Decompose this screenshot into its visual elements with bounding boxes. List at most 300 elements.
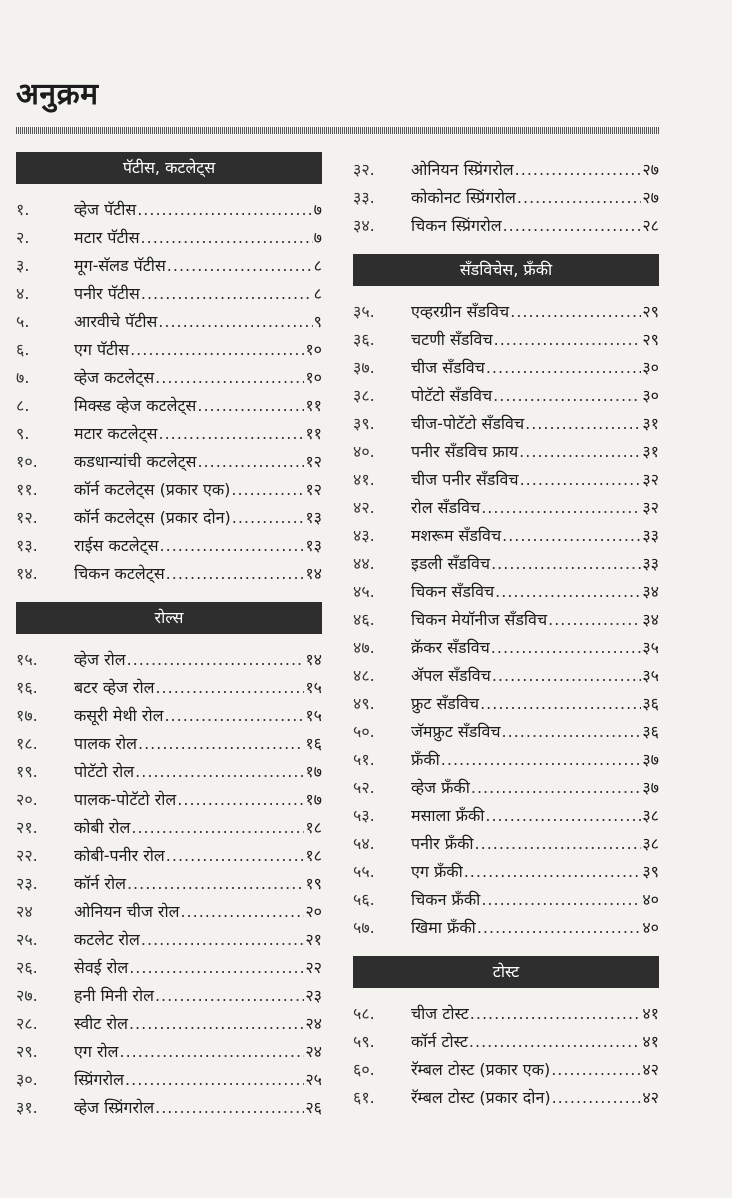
dot-leader — [141, 224, 313, 252]
entry-title: चिकन कटलेट्स — [74, 564, 165, 583]
entry-page-number: २१ — [305, 930, 322, 949]
dot-leader — [137, 196, 312, 224]
dot-leader — [159, 420, 305, 448]
entry-number: ६०. — [353, 1060, 375, 1079]
entry-title: एग फ्रँकी — [411, 862, 463, 881]
entry-title: चीज सँडविच — [411, 358, 485, 377]
toc-entry — [16, 336, 322, 364]
entry-title: चिकन सँडविच — [411, 582, 495, 601]
toc-entry — [16, 1066, 322, 1094]
entry-page-number: ११ — [305, 424, 322, 443]
toc-entry — [16, 926, 322, 954]
toc-entry — [353, 1028, 659, 1056]
toc-entry — [353, 298, 659, 326]
entry-number: ३३. — [353, 188, 375, 207]
section-header: सँडविचेस, फ्रँकी — [353, 254, 659, 286]
toc-entry — [16, 308, 322, 336]
entry-number: ५७. — [353, 918, 375, 937]
entry-title: पालक-पोटॅटो रोल — [74, 790, 177, 809]
dot-leader — [525, 410, 641, 438]
entry-page-number: ३४ — [642, 582, 659, 601]
entry-title: व्हेज फ्रँकी — [411, 778, 470, 797]
entry-page-number: ४० — [642, 890, 659, 909]
entry-title: चटणी सँडविच — [411, 330, 493, 349]
toc-entry — [353, 1084, 659, 1112]
dot-leader — [131, 814, 304, 842]
entry-title: मूग-सॅलड पॅटीस — [74, 256, 166, 275]
dot-leader — [180, 898, 304, 926]
entry-title: चिकन मेयॉनीज सँडविच — [411, 610, 548, 629]
entry-number: २२. — [16, 846, 38, 865]
dot-leader — [477, 914, 642, 942]
dot-leader — [166, 842, 305, 870]
dot-leader — [552, 1084, 642, 1112]
entry-title: व्हेज रोल — [74, 650, 126, 669]
toc-entry — [353, 410, 659, 438]
entry-page-number: १३ — [305, 508, 322, 527]
entry-page-number: १२ — [305, 452, 322, 471]
entry-title: फ्रुट सँडविच — [411, 694, 480, 713]
entry-number: ३०. — [16, 1070, 38, 1089]
entry-page-number: ३५ — [642, 666, 659, 685]
dot-leader — [166, 560, 305, 588]
entry-page-number: २९ — [642, 330, 659, 349]
entry-page-number: २७ — [642, 188, 659, 207]
entry-number: ६१. — [353, 1088, 375, 1107]
dot-leader — [515, 156, 642, 184]
dot-leader — [177, 786, 304, 814]
entry-number: ४४. — [353, 554, 375, 573]
dot-leader — [197, 392, 304, 420]
entry-title: ओनियन चीज रोल — [74, 902, 180, 921]
entry-number: ३२. — [353, 160, 375, 179]
dot-leader — [493, 382, 641, 410]
toc-entry — [353, 522, 659, 550]
entry-number: ३१. — [16, 1098, 38, 1117]
entry-title: बटर व्हेज रोल — [74, 678, 155, 697]
entry-page-number: ३० — [642, 386, 659, 405]
entry-number: ५२. — [353, 778, 375, 797]
entry-title: व्हेज स्प्रिंगरोल — [74, 1098, 155, 1117]
toc-entry — [353, 382, 659, 410]
entry-page-number: १७ — [305, 790, 322, 809]
entry-number: १०. — [16, 452, 38, 471]
entry-page-number: २२ — [305, 958, 322, 977]
toc-entry — [353, 718, 659, 746]
entry-page-number: ७ — [313, 200, 322, 219]
entry-number: ५९. — [353, 1032, 375, 1051]
entry-title: पनीर सँडविच फ्राय — [411, 442, 519, 461]
toc-entry — [16, 870, 322, 898]
toc-entry — [16, 364, 322, 392]
dot-leader — [520, 466, 642, 494]
entry-page-number: ३३ — [642, 526, 659, 545]
dot-leader — [158, 308, 312, 336]
entry-page-number: ३१ — [642, 442, 659, 461]
dot-leader — [519, 438, 641, 466]
entry-number: २०. — [16, 790, 38, 809]
entry-number: ६. — [16, 340, 30, 359]
entry-number: ३५. — [353, 302, 375, 321]
entry-page-number: ३३ — [642, 554, 659, 573]
entry-page-number: ३७ — [642, 778, 659, 797]
entry-page-number: ३९ — [642, 862, 659, 881]
entry-number: ५८. — [353, 1004, 375, 1023]
entry-title: पनीर पॅटीस — [74, 284, 140, 303]
entry-number: ४५. — [353, 582, 375, 601]
toc-entry — [16, 1038, 322, 1066]
entry-number: ५१. — [353, 750, 375, 769]
entry-title: स्प्रिंगरोल — [74, 1070, 125, 1089]
dot-leader — [503, 212, 642, 240]
dot-leader — [502, 522, 641, 550]
entry-number: ५४. — [353, 834, 375, 853]
entry-title: कडधान्यांची कटलेट्स — [74, 452, 197, 471]
toc-entry — [16, 420, 322, 448]
entry-number: २५. — [16, 930, 38, 949]
entry-page-number: ४२ — [642, 1088, 659, 1107]
entry-page-number: १७ — [305, 762, 322, 781]
entry-title: राईस कटलेट्स — [74, 536, 159, 555]
entry-page-number: ३७ — [642, 750, 659, 769]
entry-page-number: ३८ — [642, 806, 659, 825]
dot-leader — [441, 746, 642, 774]
entry-title: रोल सँडविच — [411, 498, 481, 517]
toc-entry — [353, 184, 659, 212]
toc-entry — [16, 392, 322, 420]
entry-title: मटार पॅटीस — [74, 228, 140, 247]
entry-number: १५. — [16, 650, 38, 669]
entry-number: ५५. — [353, 862, 375, 881]
entry-number: ४१. — [353, 470, 375, 489]
entry-page-number: २९ — [642, 302, 659, 321]
entry-page-number: ३१ — [642, 414, 659, 433]
entry-title: सेवई रोल — [74, 958, 129, 977]
entry-title: पालक रोल — [74, 734, 137, 753]
entry-page-number: २८ — [642, 216, 659, 235]
toc-entry — [16, 224, 322, 252]
entry-page-number: ३५ — [642, 638, 659, 657]
entry-page-number: ३४ — [642, 610, 659, 629]
toc-entry — [16, 702, 322, 730]
entry-number: २१. — [16, 818, 38, 837]
entry-number: ९. — [16, 424, 30, 443]
toc-entry — [353, 886, 659, 914]
entry-title: चिकन फ्रँकी — [411, 890, 481, 909]
entry-number: ३९. — [353, 414, 375, 433]
toc-entry — [353, 466, 659, 494]
entry-number: ४. — [16, 284, 30, 303]
entry-title: रॅम्बल टोस्ट (प्रकार दोन) — [411, 1088, 551, 1107]
toc-entry — [16, 758, 322, 786]
toc-entry — [353, 550, 659, 578]
entry-title: कोबी रोल — [74, 818, 131, 837]
toc-entry — [16, 646, 322, 674]
dot-leader — [129, 1010, 304, 1038]
toc-entry — [16, 448, 322, 476]
dot-leader — [155, 674, 304, 702]
left-column — [16, 152, 322, 1122]
toc-entry — [16, 196, 322, 224]
entry-title: हनी मिनी रोल — [74, 986, 154, 1005]
entry-title: कोबी-पनीर रोल — [74, 846, 165, 865]
entry-title: व्हेज पॅटीस — [74, 200, 137, 219]
entry-page-number: १० — [305, 368, 322, 387]
dot-leader — [510, 298, 641, 326]
dot-leader — [495, 578, 641, 606]
dot-leader — [167, 252, 313, 280]
entry-number: ३७. — [353, 358, 375, 377]
entry-page-number: १३ — [305, 536, 322, 555]
dot-leader — [135, 758, 304, 786]
entry-page-number: ३६ — [642, 722, 659, 741]
entry-number: २. — [16, 228, 30, 247]
dot-leader — [475, 830, 642, 858]
entry-page-number: १९ — [305, 874, 322, 893]
dot-leader — [155, 1094, 304, 1122]
entry-number: २६. — [16, 958, 38, 977]
toc-entry — [16, 504, 322, 532]
entry-page-number: ३६ — [642, 694, 659, 713]
entry-number: १९. — [16, 762, 38, 781]
entry-number: ४७. — [353, 638, 375, 657]
entry-title: ओनियन स्प्रिंगरोल — [411, 160, 514, 179]
dot-leader — [125, 1066, 304, 1094]
entry-number: ४८. — [353, 666, 375, 685]
toc-entry — [16, 560, 322, 588]
toc-entry — [16, 252, 322, 280]
toc-entry — [16, 532, 322, 560]
toc-entry — [16, 898, 322, 926]
section-header: रोल्स — [16, 602, 322, 634]
entry-title: कोकोनट स्प्रिंगरोल — [411, 188, 516, 207]
entry-page-number: १५ — [305, 706, 322, 725]
entry-title: पनीर फ्रँकी — [411, 834, 474, 853]
dot-leader — [494, 326, 642, 354]
entry-page-number: २३ — [305, 986, 322, 1005]
entry-title: कॉर्न कटलेट्स (प्रकार दोन) — [74, 508, 231, 527]
entry-title: कॉर्न रोल — [74, 874, 126, 893]
entry-page-number: १५ — [305, 678, 322, 697]
toc-entry — [16, 1010, 322, 1038]
entry-title: एग रोल — [74, 1042, 119, 1061]
dot-leader — [197, 448, 304, 476]
entry-page-number: ८ — [313, 284, 322, 303]
toc-entry — [353, 1056, 659, 1084]
toc-entry — [16, 954, 322, 982]
entry-title: एव्हरग्रीन सँडविच — [411, 302, 510, 321]
dot-leader — [138, 730, 304, 758]
entry-number: ४२. — [353, 498, 375, 517]
entry-title: चीज पनीर सँडविच — [411, 470, 519, 489]
dot-leader — [517, 184, 641, 212]
toc-entry — [353, 830, 659, 858]
entry-number: ७. — [16, 368, 30, 387]
dot-leader — [486, 354, 642, 382]
entry-page-number: १४ — [305, 564, 322, 583]
entry-number: ८. — [16, 396, 30, 415]
entry-number: ४३. — [353, 526, 375, 545]
entry-page-number: ११ — [305, 396, 322, 415]
dot-leader — [119, 1038, 304, 1066]
toc-entry — [353, 746, 659, 774]
entry-title: मशरूम सँडविच — [411, 526, 502, 545]
entry-number: १६. — [16, 678, 38, 697]
entry-page-number: ४० — [642, 918, 659, 937]
entry-number: ११. — [16, 480, 38, 499]
entry-number: ३८. — [353, 386, 375, 405]
toc-entry — [16, 842, 322, 870]
entry-title: चिकन स्प्रिंगरोल — [411, 216, 502, 235]
toc-entry — [16, 280, 322, 308]
toc-entry — [353, 156, 659, 184]
entry-title: कटलेट रोल — [74, 930, 140, 949]
entry-title: कसूरी मेथी रोल — [74, 706, 164, 725]
title-divider — [16, 127, 660, 134]
dot-leader — [492, 662, 642, 690]
dot-leader — [141, 280, 313, 308]
dot-leader — [548, 606, 641, 634]
dot-leader — [127, 870, 304, 898]
entry-page-number: १६ — [305, 734, 322, 753]
entry-title: चीज टोस्ट — [411, 1004, 469, 1023]
toc-entry — [16, 476, 322, 504]
entry-page-number: २० — [305, 902, 322, 921]
toc-entry — [353, 578, 659, 606]
dot-leader — [141, 926, 304, 954]
dot-leader — [160, 532, 305, 560]
toc-entry — [16, 1094, 322, 1122]
entry-page-number: १० — [305, 340, 322, 359]
entry-title: पोटॅटो रोल — [74, 762, 135, 781]
toc-entry — [353, 212, 659, 240]
entry-number: २९. — [16, 1042, 38, 1061]
entry-page-number: ४२ — [642, 1060, 659, 1079]
entry-number: ३४. — [353, 216, 375, 235]
entry-title: फ्रँकी — [411, 750, 440, 769]
dot-leader — [464, 858, 642, 886]
entry-number: ४६. — [353, 610, 375, 629]
entry-page-number: १४ — [305, 650, 322, 669]
dot-leader — [491, 634, 642, 662]
entry-number: ४०. — [353, 442, 375, 461]
dot-leader — [471, 774, 642, 802]
entry-number: २७. — [16, 986, 38, 1005]
dot-leader — [470, 1000, 642, 1028]
section-header: पॅटीस, कटलेट्स — [16, 152, 322, 184]
entry-number: १३. — [16, 536, 38, 555]
entry-number: ५. — [16, 312, 30, 331]
entry-number: १८. — [16, 734, 38, 753]
dot-leader — [481, 494, 641, 522]
entry-title: ॲपल सँडविच — [411, 666, 491, 685]
entry-page-number: ४१ — [642, 1004, 659, 1023]
entry-number: ३६. — [353, 330, 375, 349]
toc-entry — [353, 606, 659, 634]
entry-page-number: ३८ — [642, 834, 659, 853]
entry-page-number: २६ — [305, 1098, 322, 1117]
entry-number: ५३. — [353, 806, 375, 825]
toc-entry — [16, 814, 322, 842]
entry-page-number: ३२ — [642, 498, 659, 517]
toc-entry — [353, 690, 659, 718]
entry-number: ५०. — [353, 722, 375, 741]
entry-number: २४ — [16, 902, 33, 921]
entry-page-number: २७ — [642, 160, 659, 179]
entry-title: स्वीट रोल — [74, 1014, 128, 1033]
dot-leader — [485, 802, 641, 830]
toc-entry — [353, 774, 659, 802]
entry-title: मिक्स्ड व्हेज कटलेट्स — [74, 396, 197, 415]
right-column — [353, 156, 659, 1112]
toc-entry — [353, 354, 659, 382]
entry-page-number: ७ — [313, 228, 322, 247]
toc-entry — [353, 802, 659, 830]
entry-page-number: ३२ — [642, 470, 659, 489]
entry-number: ३. — [16, 256, 30, 275]
dot-leader — [129, 954, 304, 982]
toc-entry — [353, 494, 659, 522]
dot-leader — [231, 476, 304, 504]
dot-leader — [155, 982, 304, 1010]
toc-entry — [353, 1000, 659, 1028]
toc-entry — [16, 982, 322, 1010]
entry-title: चीज-पोटॅटो सँडविच — [411, 414, 525, 433]
entry-number: ४९. — [353, 694, 375, 713]
dot-leader — [481, 886, 641, 914]
dot-leader — [164, 702, 304, 730]
entry-title: व्हेज कटलेट्स — [74, 368, 155, 387]
toc-entry — [16, 674, 322, 702]
entry-page-number: १८ — [305, 846, 322, 865]
toc-entry — [16, 786, 322, 814]
entry-page-number: ३० — [642, 358, 659, 377]
entry-page-number: ८ — [313, 256, 322, 275]
entry-page-number: २४ — [305, 1014, 322, 1033]
entry-number: ५६. — [353, 890, 375, 909]
entry-title: रॅम्बल टोस्ट (प्रकार एक) — [411, 1060, 551, 1079]
entry-page-number: ४१ — [642, 1032, 659, 1051]
dot-leader — [491, 550, 641, 578]
entry-page-number: २४ — [305, 1042, 322, 1061]
entry-title: जॅमफ्रुट सँडविच — [411, 722, 501, 741]
dot-leader — [551, 1056, 641, 1084]
entry-title: पोटॅटो सँडविच — [411, 386, 493, 405]
dot-leader — [480, 690, 641, 718]
entry-title: एग पॅटीस — [74, 340, 130, 359]
toc-entry — [353, 914, 659, 942]
dot-leader — [502, 718, 642, 746]
toc-entry — [353, 326, 659, 354]
toc-entry — [353, 438, 659, 466]
dot-leader — [469, 1028, 641, 1056]
dot-leader — [232, 504, 305, 532]
dot-leader — [130, 336, 304, 364]
dot-leader — [155, 364, 304, 392]
entry-page-number: २५ — [305, 1070, 322, 1089]
entry-number: २३. — [16, 874, 38, 893]
entry-number: १. — [16, 200, 30, 219]
section-header: टोस्ट — [353, 956, 659, 988]
entry-title: इडली सँडविच — [411, 554, 491, 573]
entry-title: कॉर्न कटलेट्स (प्रकार एक) — [74, 480, 231, 499]
toc-entry — [353, 662, 659, 690]
entry-number: १४. — [16, 564, 38, 583]
entry-title: क्रॅकर सँडविच — [411, 638, 490, 657]
entry-title: आरवीचे पॅटीस — [74, 312, 158, 331]
entry-number: २८. — [16, 1014, 38, 1033]
entry-title: खिमा फ्रँकी — [411, 918, 476, 937]
